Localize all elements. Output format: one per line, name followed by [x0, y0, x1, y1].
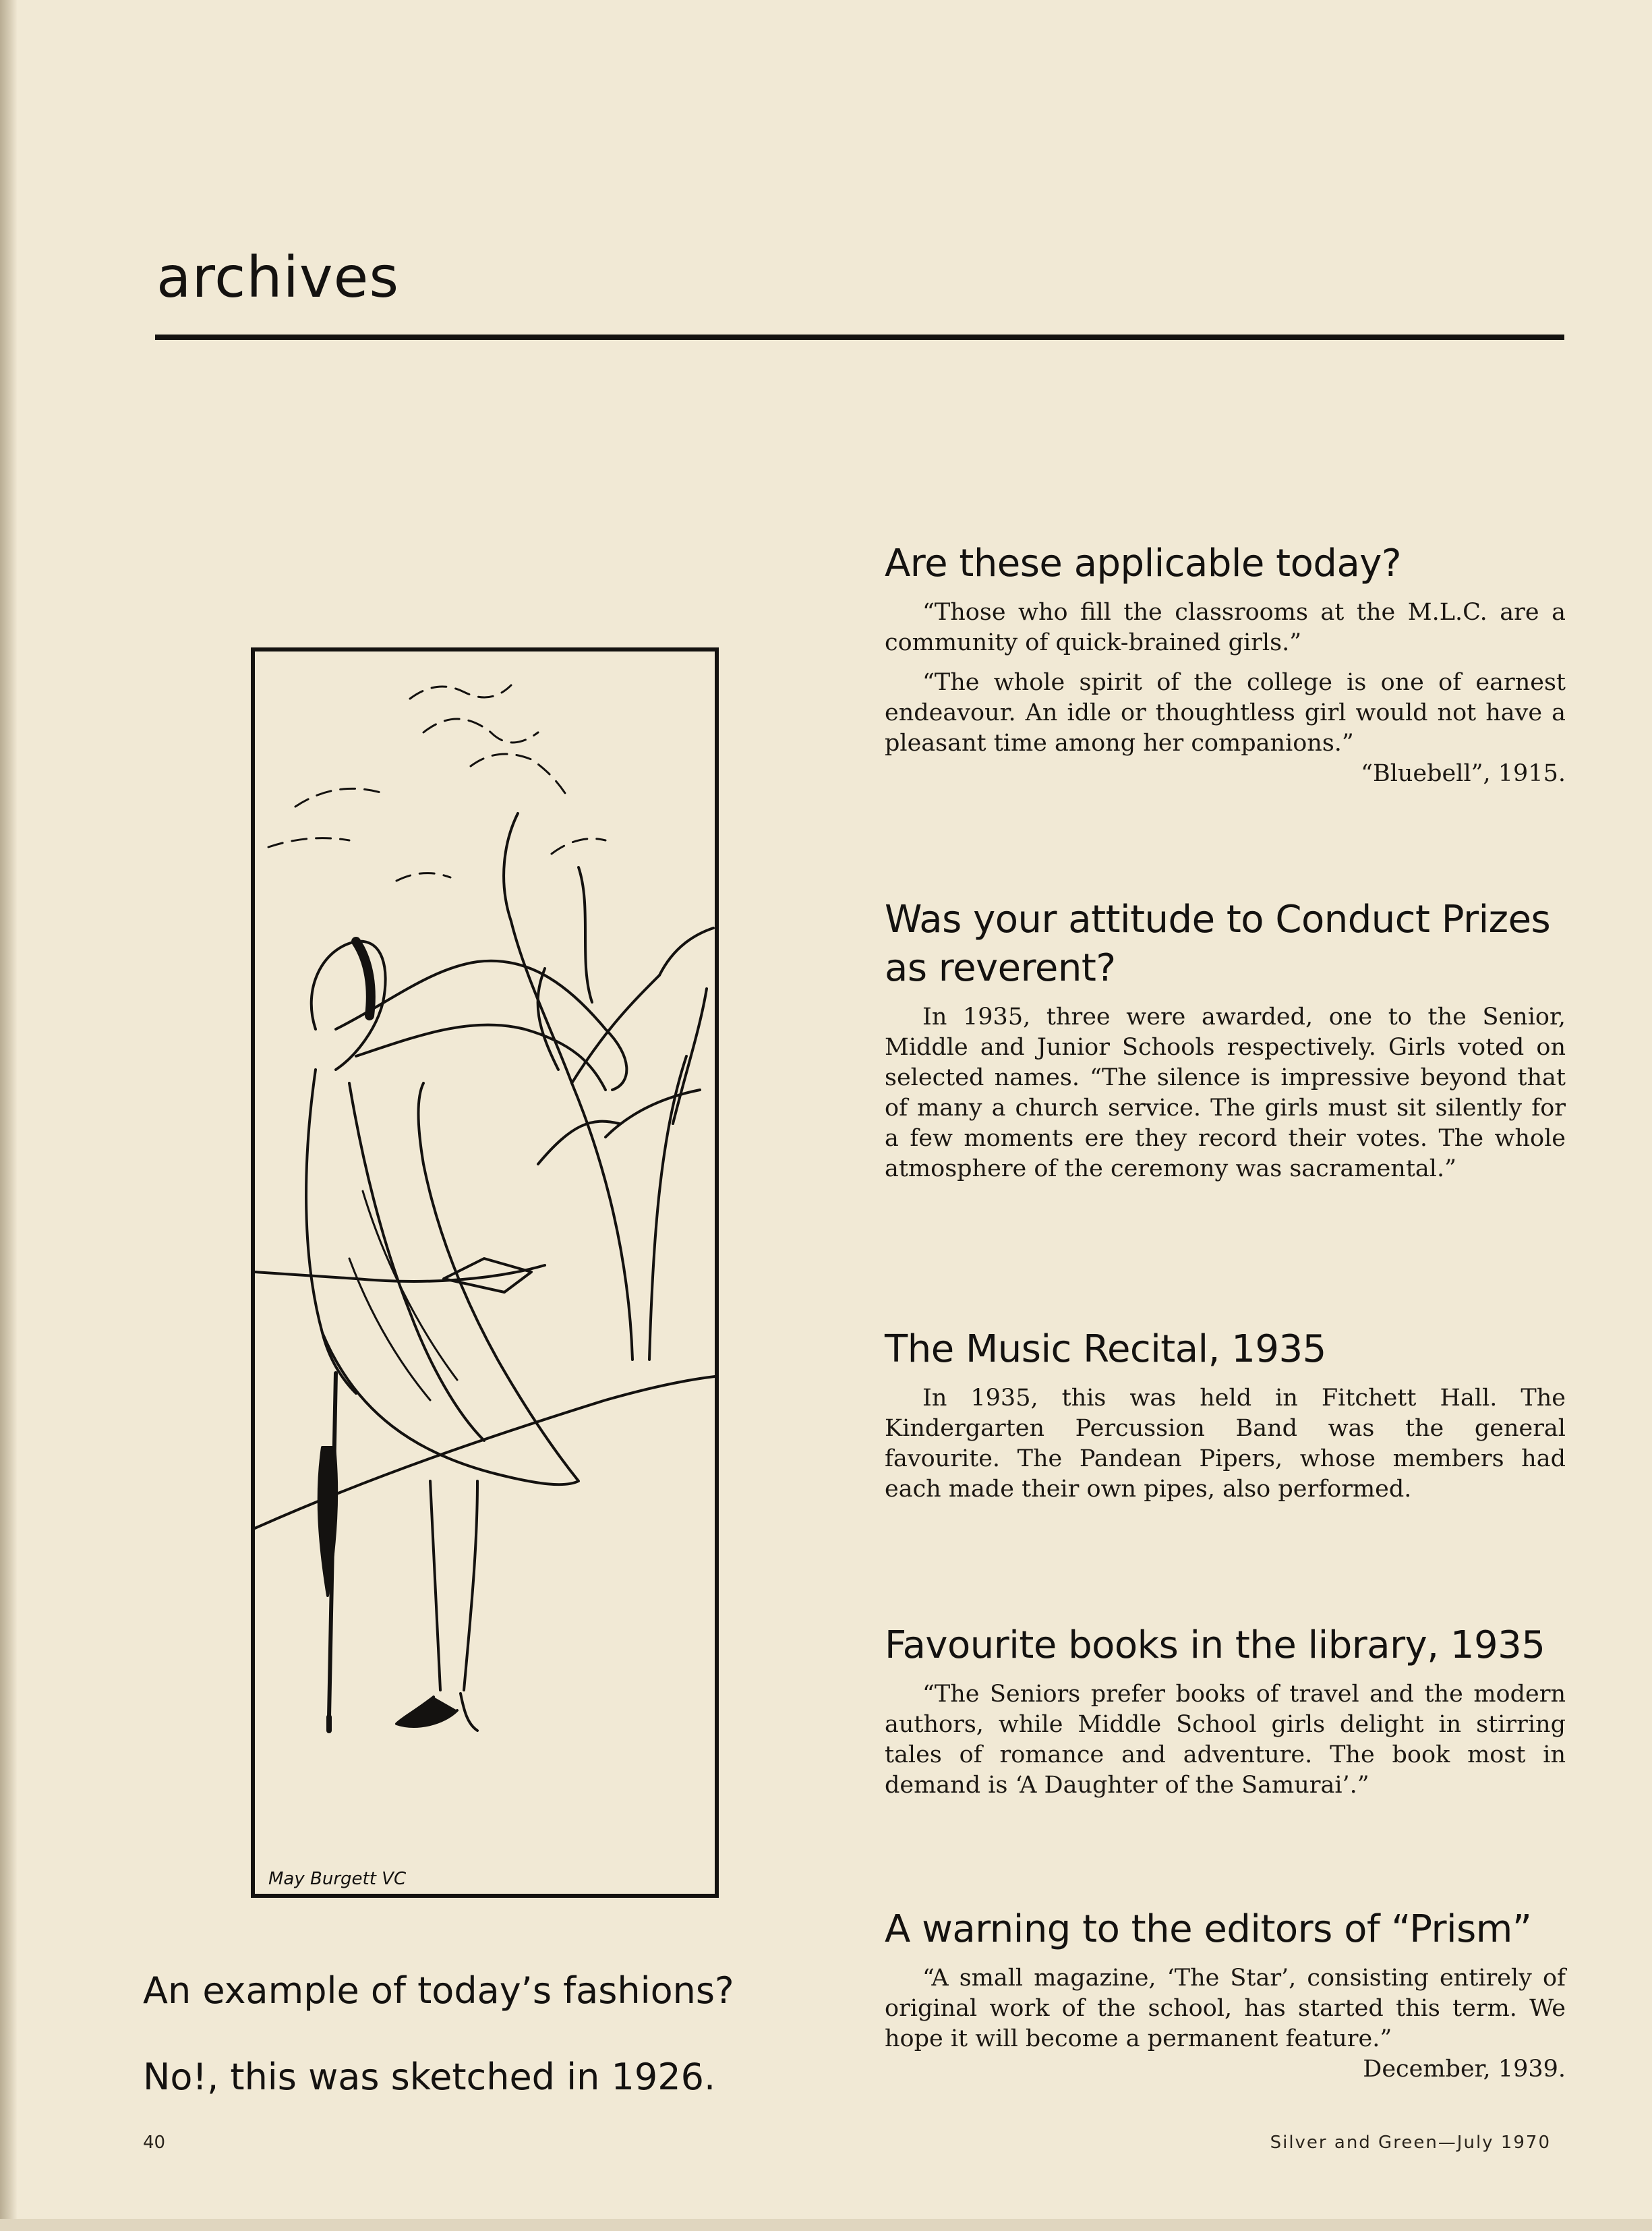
section-attribution: “Bluebell”, 1915.: [1361, 760, 1566, 787]
page-number: 40: [143, 2133, 166, 2153]
section-applicable-today: [885, 540, 1566, 789]
caption-answer: No!, this was sketched in 1926.: [143, 2056, 716, 2098]
section-heading: Was your attitude to Conduct Prizes as reverent?: [885, 898, 1551, 990]
section-paragraph: “Those who fill the classrooms at the M.L.C. are a community of quick-brained girls.”: [885, 599, 1566, 656]
horizon-line: [255, 1265, 545, 1281]
section-paragraph: In 1935, this was held in Fitchett Hall. The Kindergarten Percussion Band was the general favourite. The Pandean Pipers, whose members had each made their own pipes, also performed.: [885, 1385, 1566, 1503]
section-paragraph: “The Seniors prefer books of travel and the modern authors, while Middle School girls delight in stirring tales of romance and adventure. The book most in demand is ‘A Daughter of the Samurai’.”: [885, 1681, 1566, 1799]
section-heading: A warning to the editors of “Prism”: [885, 1907, 1532, 1951]
publication-footer: Silver and Green—July 1970: [1270, 2133, 1551, 2153]
woman-figure: [306, 941, 626, 1731]
section-music-recital: [885, 1325, 1566, 1505]
section-conduct-prizes: [885, 896, 1566, 1184]
section-paragraph: “A small magazine, ‘The Star’, consisting entirely of original work of the school, has started this term. We hope it will become a permanent feature.”: [885, 1965, 1566, 2052]
section-paragraph: “The whole spirit of the college is one of earnest endeavour. An idle or thoughtless girl would not have a pleasant time among her companions.”: [885, 669, 1566, 757]
section-favourite-books: [885, 1621, 1566, 1801]
title-rule: [155, 335, 1564, 340]
fashion-sketch-illustration: [251, 647, 719, 1898]
section-heading: The Music Recital, 1935: [885, 1327, 1326, 1371]
section-attribution: December, 1939.: [1363, 2056, 1566, 2083]
wind-swirls: [268, 685, 606, 881]
page-edge: [0, 0, 18, 2231]
trees: [504, 813, 713, 1360]
page-bottom-edge: [0, 2219, 1652, 2231]
section-prism-warning: [885, 1905, 1566, 2085]
section-paragraph: In 1935, three were awarded, one to the Senior, Middle and Junior Schools respectively. Girls voted on selected names. “The silence is impressive beyond that of many a church service. The girls must sit silently for a few moments ere they record their votes. The whole atmosphere of the ceremony was sacramental.”: [885, 1004, 1566, 1182]
section-heading: Are these applicable today?: [885, 542, 1402, 585]
page-title: archives: [156, 244, 400, 310]
section-heading: Favourite books in the library, 1935: [885, 1623, 1545, 1667]
artist-signature: May Burgett VC: [268, 1869, 407, 1889]
caption-question: An example of today’s fashions?: [143, 1969, 734, 2012]
